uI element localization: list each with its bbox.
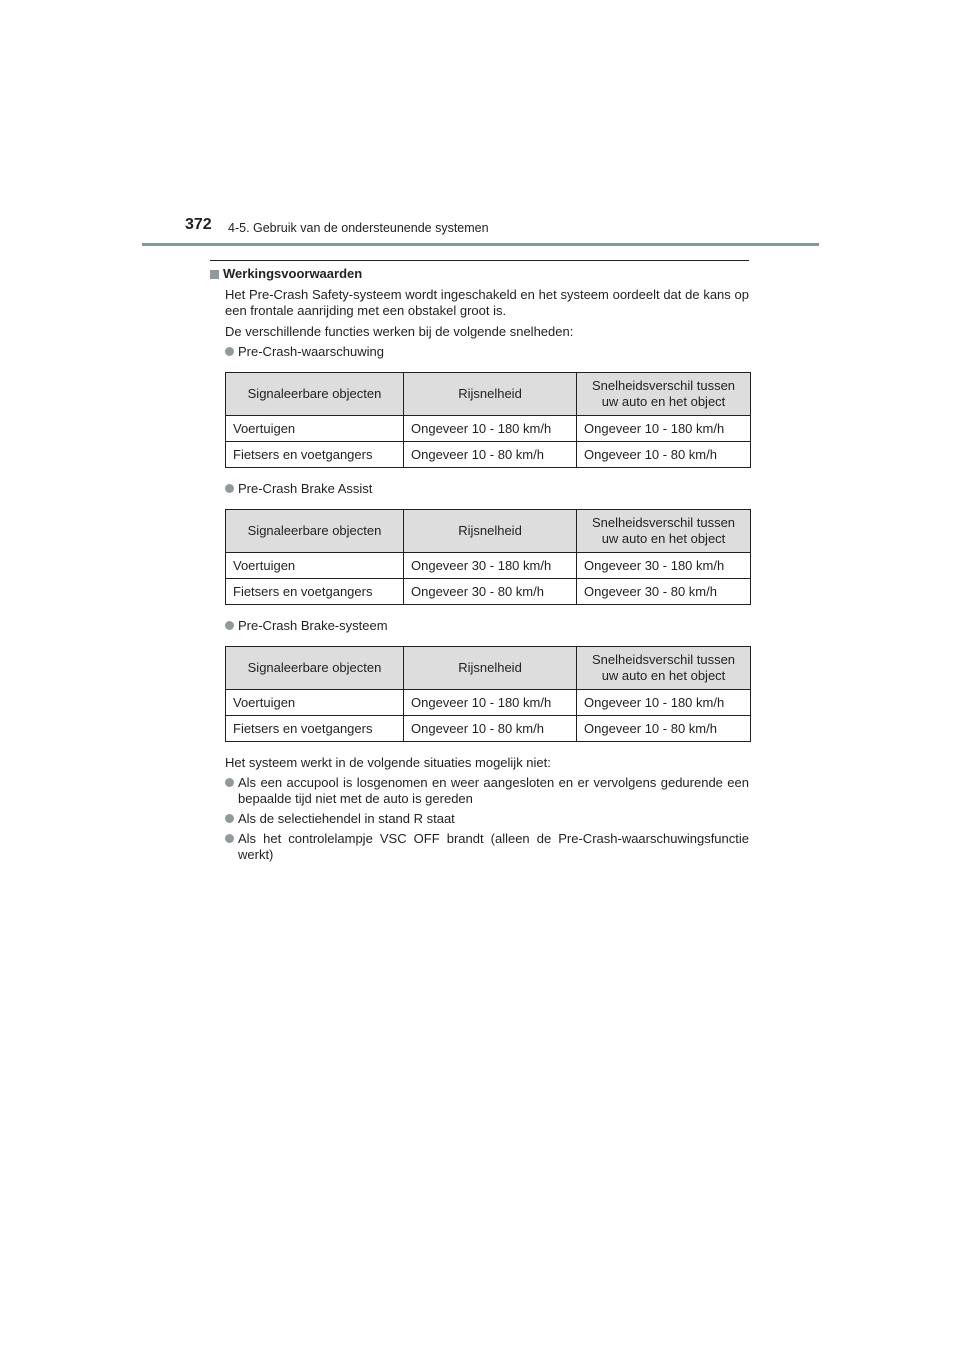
header-speed: Rijsnelheid	[404, 510, 577, 553]
running-head: 4-5. Gebruik van de ondersteunende systemen	[228, 221, 489, 235]
header-speed-difference: Snelheidsverschil tussen uw auto en het object	[577, 510, 751, 553]
table-cell: Fietsers en voetgangers	[226, 716, 404, 742]
section-rule	[210, 260, 749, 261]
functions-intro: De verschillende functies werken bij de volgende snelheden:	[225, 324, 574, 339]
table-header-row	[226, 510, 751, 553]
header-speed-difference: Snelheidsverschil tussen uw auto en het object	[577, 373, 751, 416]
page-number: 372	[185, 216, 212, 233]
square-bullet-icon	[210, 270, 219, 279]
bullet-dot-icon	[225, 814, 234, 823]
table-row	[226, 579, 751, 605]
limit-item	[225, 811, 749, 827]
table-cell: Fietsers en voetgangers	[226, 579, 404, 605]
bullet-dot-icon	[225, 484, 234, 493]
table-cell: Fietsers en voetgangers	[226, 442, 404, 468]
header-objects: Signaleerbare objecten	[226, 647, 404, 690]
limit-text: Als een accupool is losgenomen en weer aangesloten en er vervolgens gedurende een bepaalde tijd niet met de auto is gereden	[238, 775, 749, 806]
table-row	[226, 690, 751, 716]
table-cell: Ongeveer 30 - 80 km/h	[404, 579, 577, 605]
table-row	[226, 553, 751, 579]
table-cell: Ongeveer 10 - 180 km/h	[404, 690, 577, 716]
table-cell: Ongeveer 30 - 180 km/h	[577, 553, 751, 579]
header-objects: Signaleerbare objecten	[226, 510, 404, 553]
table-row	[226, 416, 751, 442]
section-title: Werkingsvoorwaarden	[223, 266, 363, 281]
intro-paragraph: Het Pre-Crash Safety-systeem wordt ingeschakeld en het systeem oordeelt dat de kans op een frontale aanrijding met een obstakel groot is.	[225, 287, 749, 318]
header-rule	[142, 243, 819, 246]
limit-text: Als de selectiehendel in stand R staat	[238, 811, 455, 826]
section-content	[210, 266, 749, 867]
speed-table	[225, 372, 751, 468]
table-header-row	[226, 373, 751, 416]
table-cell: Ongeveer 30 - 80 km/h	[577, 579, 751, 605]
table-row	[226, 716, 751, 742]
limit-item	[225, 775, 749, 807]
bullet-dot-icon	[225, 621, 234, 630]
table-cell: Ongeveer 30 - 180 km/h	[404, 553, 577, 579]
speed-table	[225, 646, 751, 742]
table-cell: Ongeveer 10 - 80 km/h	[404, 716, 577, 742]
function-name: Pre-Crash Brake Assist	[238, 481, 373, 496]
function-name: Pre-Crash-waarschuwing	[238, 344, 384, 359]
table-row	[226, 442, 751, 468]
limit-text: Als het controlelampje VSC OFF brandt (alleen de Pre-Crash-waarschuwingsfunctie werkt)	[238, 831, 749, 862]
header-speed-difference: Snelheidsverschil tussen uw auto en het object	[577, 647, 751, 690]
speed-table	[225, 509, 751, 605]
bullet-dot-icon	[225, 347, 234, 356]
bullet-dot-icon	[225, 834, 234, 843]
table-header-row	[226, 647, 751, 690]
table-cell: Ongeveer 10 - 180 km/h	[577, 690, 751, 716]
table-cell: Ongeveer 10 - 180 km/h	[577, 416, 751, 442]
table-cell: Ongeveer 10 - 80 km/h	[404, 442, 577, 468]
limit-item	[225, 831, 749, 863]
header-objects: Signaleerbare objecten	[226, 373, 404, 416]
section-heading	[210, 266, 749, 282]
function-item	[225, 481, 749, 497]
table-cell: Voertuigen	[226, 416, 404, 442]
function-item	[225, 618, 749, 634]
table-cell: Ongeveer 10 - 80 km/h	[577, 716, 751, 742]
table-cell: Ongeveer 10 - 180 km/h	[404, 416, 577, 442]
bullet-dot-icon	[225, 778, 234, 787]
header-speed: Rijsnelheid	[404, 647, 577, 690]
limits-intro: Het systeem werkt in de volgende situaties mogelijk niet:	[225, 755, 551, 770]
function-item	[225, 344, 749, 360]
table-cell: Ongeveer 10 - 80 km/h	[577, 442, 751, 468]
header-speed: Rijsnelheid	[404, 373, 577, 416]
table-cell: Voertuigen	[226, 690, 404, 716]
function-name: Pre-Crash Brake-systeem	[238, 618, 388, 633]
table-cell: Voertuigen	[226, 553, 404, 579]
